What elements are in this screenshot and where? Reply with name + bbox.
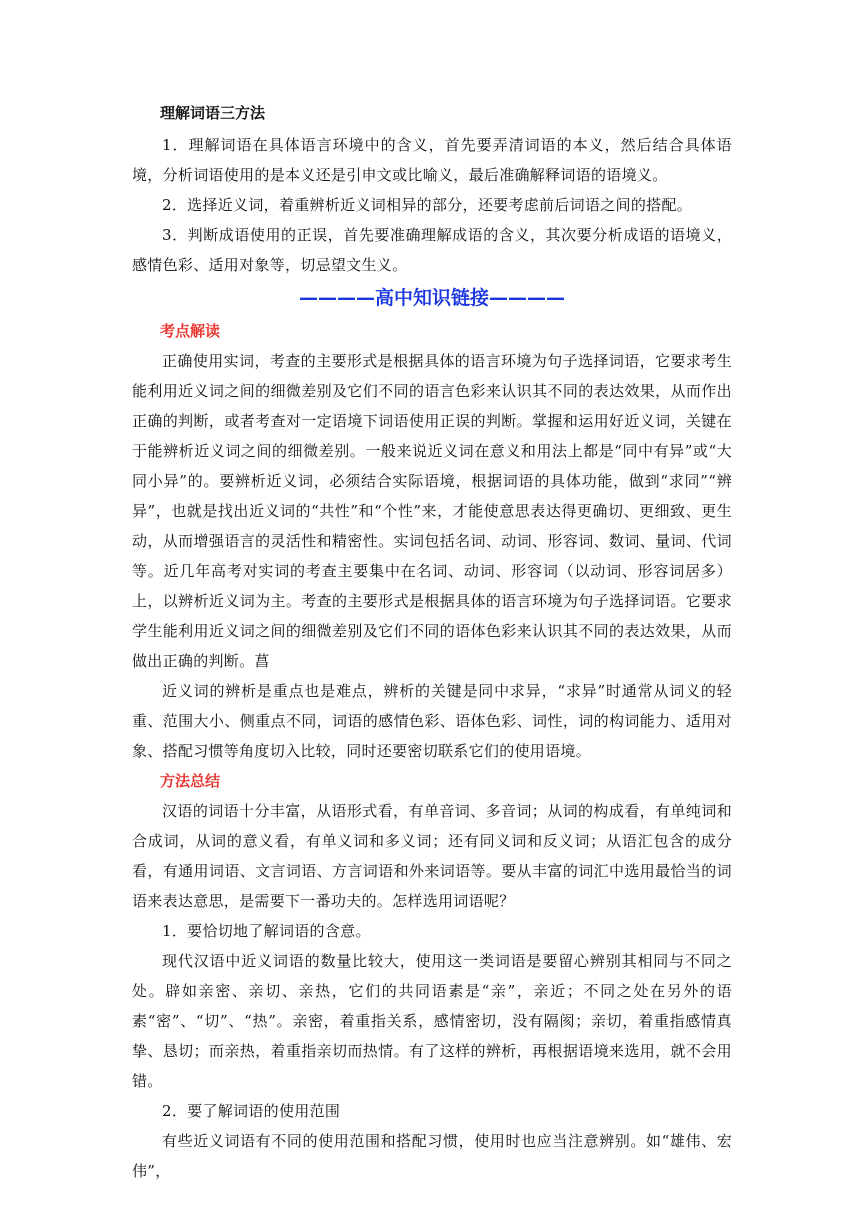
summary-paragraph-1: 汉语的词语十分丰富，从语形式看，有单音词、多音词；从词的构成看，有单纯词和合成词，从词的意义看，有单义词和多义词；还有同义词和反义词；从语汇包含的成分看，有通用词语、文言词语、方言词语和外来词语等。要从丰富的词汇中选用最恰当的词语来表达意思，是需要下一番功夫的。怎样选用词语呢？ — [132, 802, 732, 910]
method-item-1: 1．理解词语在具体语言环境中的含义，首先要弄清词语的本义，然后结合具体语境，分析词语使用的是本义还是引申文或比喻义，最后准确解释词语的语境义。 — [132, 136, 732, 184]
section-divider-title: ————高中知识链接———— — [298, 287, 565, 309]
section-heading-analysis: 考点解读 — [160, 322, 221, 340]
method-item-3: 3．判断成语使用的正误，首先要准确理解成语的含义，其次要分析成语的语境义，感情色彩、适用对象等，切忌望文生义。 — [132, 226, 732, 274]
summary-point-2: 2．要了解词语的使用范围 — [162, 1102, 341, 1120]
analysis-paragraph-2: 近义词的辨析是重点也是难点，辨析的关键是同中求异，“求异”时通常从词义的轻重、范围大小、侧重点不同，词语的感情色彩、语体色彩、词性，词的构词能力、适用对象、搭配习惯等角度切入比较，同时还要密切联系它们的使用语境。 — [132, 682, 732, 760]
summary-paragraph-3: 有些近义词语有不同的使用范围和搭配习惯，使用时也应当注意辨别。如“雄伟、宏伟”， — [132, 1132, 732, 1180]
section-heading-methods: 理解词语三方法 — [160, 104, 266, 122]
section-heading-summary: 方法总结 — [160, 772, 221, 790]
summary-point-1: 1．要恰切地了解词语的含意。 — [162, 922, 371, 940]
analysis-paragraph-1: 正确使用实词，考查的主要形式是根据具体的语言环境为句子选择词语，它要求考生能利用近义词之间的细微差别及它们不同的语言色彩来认识其不同的表达效果，从而作出正确的判断，或者考查对一定语境下词语使用正误的判断。掌握和运用好近义词，关键在于能辨析近义词之间的细微差别。一般来说近义词在意义和用法上都是“同中有异”或“大同小异”的。要辨析近义词，必须结合实际语境，根据词语的具体功能，做到“求同”“辨异”，也就是找出近义词的“共性”和“个性”来，才能使意思表达得更确切、更细致、更生动，从而增强语言的灵活性和精密性。实词包括名词、动词、形容词、数词、量词、代词等。近几年高考对实词的考查主要集中在名词、动词、形容词（以动词、形容词居多）上，以辨析近义词为主。考查的主要形式是根据具体的语言环境为句子选择词语。它要求学生能利用近义词之间的细微差别及它们不同的语体色彩来认识其不同的表达效果，从而做出正确的判断。菖 — [132, 352, 732, 670]
method-item-2: 2．选择近义词，着重辨析近义词相异的部分，还要考虑前后词语之间的搭配。 — [162, 196, 693, 214]
document-page — [132, 96, 732, 1186]
summary-paragraph-2: 现代汉语中近义词语的数量比较大，使用这一类词语是要留心辨别其相同与不同之处。辟如亲密、亲切、亲热，它们的共同语素是“亲”，亲近；不同之处在另外的语素“密”、“切”、“热”。亲密，着重指关系，感情密切，没有隔阂；亲切，着重指感情真挚、恳切；而亲热，着重指亲切而热情。有了这样的辨析，再根据语境来选用，就不会用错。 — [132, 952, 732, 1090]
